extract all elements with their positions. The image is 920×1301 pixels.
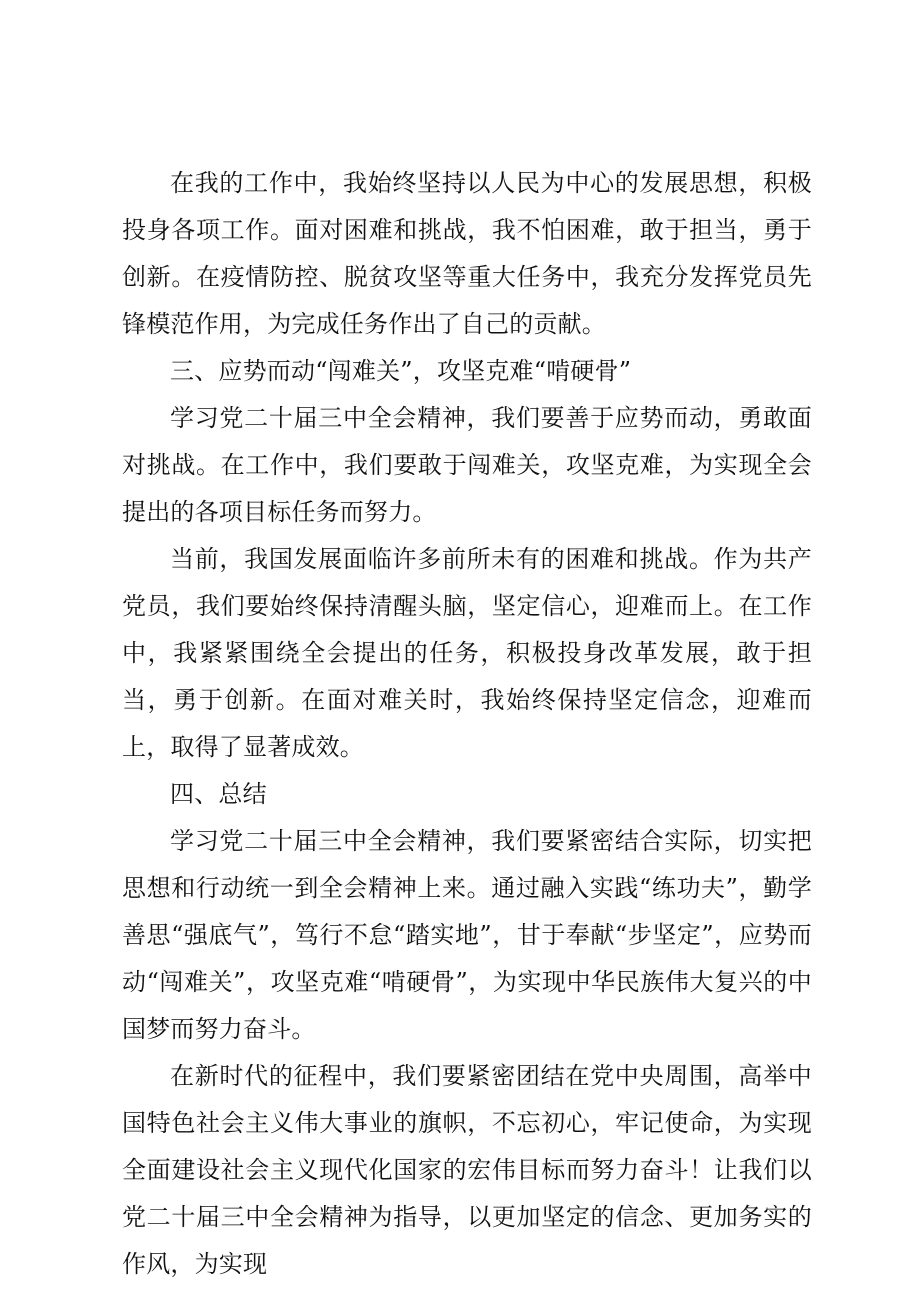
section-heading-three: 三、应势而动“闯难关”，攻坚克难“啃硬骨” bbox=[170, 357, 632, 385]
paragraph-respond-to-challenges: 学习党二十届三中全会精神，我们要善于应势而动，勇敢面对挑战。在工作中，我们要敢于闯难关，攻坚克难，为实现全会提出的各项目标任务而努力。 bbox=[122, 404, 812, 526]
section-heading-four: 四、总结 bbox=[170, 780, 267, 808]
paragraph-current-difficulties: 当前，我国发展面临许多前所未有的困难和挑战。作为共产党员，我们要始终保持清醒头脑，坚定信心，迎难而上。在工作中，我紧紧围绕全会提出的任务，积极投身改革发展，敢于担当，勇于创新。在面对难关时，我始终保持坚定信念，迎难而上，取得了显著成效。 bbox=[122, 545, 812, 761]
document-body bbox=[122, 160, 812, 1288]
paragraph-work-commitment: 在我的工作中，我始终坚持以人民为中心的发展思想，积极投身各项工作。面对困难和挑战，我不怕困难，敢于担当，勇于创新。在疫情防控、脱贫攻坚等重大任务中，我充分发挥党员先锋模范作用，为完成任务作出了自己的贡献。 bbox=[122, 169, 812, 338]
paragraph-summary: 学习党二十届三中全会精神，我们要紧密结合实际，切实把思想和行动统一到全会精神上来。通过融入实践“练功夫”，勤学善思“强底气”，笃行不怠“踏实地”，甘于奉献“步坚定”，应势而动“闯难关”，攻坚克难“啃硬骨”，为实现中华民族伟大复兴的中国梦而努力奋斗。 bbox=[122, 827, 812, 1043]
paragraph-new-era: 在新时代的征程中，我们要紧密团结在党中央周围，高举中国特色社会主义伟大事业的旗帜，不忘初心，牢记使命，为实现全面建设社会主义现代化国家的宏伟目标而努力奋斗！让我们以党二十届三中全会精神为指导，以更加坚定的信念、更加务实的作风，为实现 bbox=[122, 1062, 812, 1278]
